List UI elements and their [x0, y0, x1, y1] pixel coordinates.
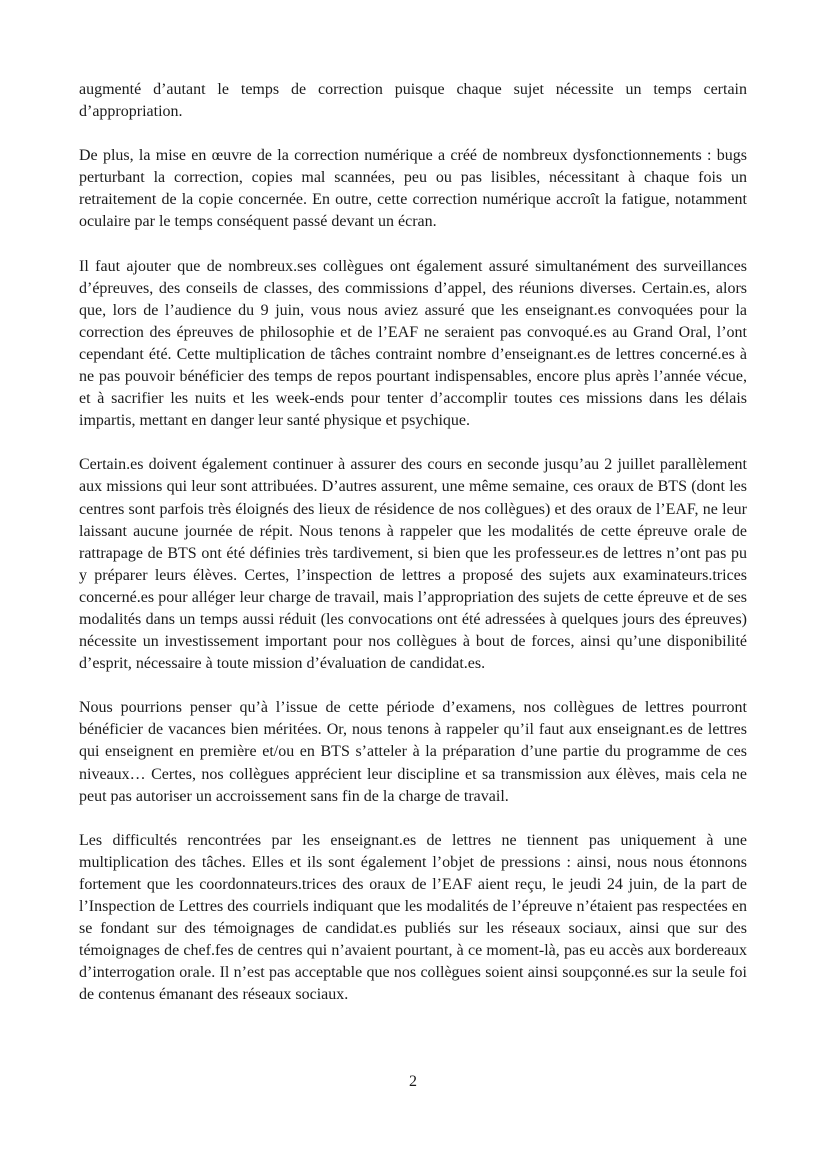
paragraph-6: Les difficultés rencontrées par les enseignant.es de lettres ne tiennent pas uniquement à une multiplication des tâches. Elles et ils sont également l’objet de pressions : ainsi, nous nous étonnons fortement que les coordonnateurs.trices des oraux de l’EAF aient reçu, le jeudi 24 juin, de la part de l’Inspection de Lettres des courriels indiquant que les modalités de l’épreuve n’étaient pas respectées en se fondant sur des témoignages de candidat.es publiés sur les réseaux sociaux, ainsi que sur des témoignages de chef.fes de centres qui n’avaient pourtant, à ce moment-là, pas eu accès aux bordereaux d’interrogation orale. Il n’est pas acceptable que nos collègues soient ainsi soupçonné.es sur la seule foi de contenus émanant des réseaux sociaux. [79, 831, 747, 1004]
page-number: 2 [409, 1073, 417, 1090]
page-body [79, 79, 747, 1028]
paragraph-2: De plus, la mise en œuvre de la correction numérique a créé de nombreux dysfonctionnements : bugs perturbant la correction, copies mal scannées, peu ou pas lisibles, nécessitant à chaque fois un retraitement de la copie concernée. En outre, cette correction numérique accroît la fatigue, notamment oculaire par le temps conséquent passé devant un écran. [79, 147, 747, 231]
paragraph-4: Certain.es doivent également continuer à assurer des cours en seconde jusqu’au 2 juillet parallèlement aux missions qui leur sont attribuées. D’autres assurent, une même semaine, ces oraux de BTS (dont les centres sont parfois très éloignés des lieux de résidence de nos collègues) et des oraux de l’EAF, ne leur laissant aucune journée de répit. Nous tenons à rappeler que les modalités de cette épreuve orale de rattrapage de BTS ont été définies très tardivement, si bien que les professeur.es de lettres n’ont pas pu y préparer leurs élèves. Certes, l’inspection de lettres a proposé des sujets aux examinateurs.trices concerné.es pour alléger leur charge de travail, mais l’appropriation des sujets de cette épreuve et de ses modalités dans un temps aussi réduit (les convocations ont été adressées à quelques jours des épreuves) nécessite un investissement important pour nos collègues à bout de forces, ainsi qu’une disponibilité d’esprit, nécessaire à toute mission d’évaluation de candidat.es. [79, 456, 747, 673]
paragraph-5: Nous pourrions penser qu’à l’issue de cette période d’examens, nos collègues de lettres pourront bénéficier de vacances bien méritées. Or, nous tenons à rappeler qu’il faut aux enseignant.es de lettres qui enseignent en première et/ou en BTS s’atteler à la préparation d’une partie du programme de ces niveaux… Certes, nos collègues apprécient leur discipline et sa transmission aux élèves, mais cela ne peut pas autoriser un accroissement sans fin de la charge de travail. [79, 699, 747, 805]
paragraph-1: augmenté d’autant le temps de correction puisque chaque sujet nécessite un temps certain d’appropriation. [79, 81, 747, 121]
paragraph-3: Il faut ajouter que de nombreux.ses collègues ont également assuré simultanément des surveillances d’épreuves, des conseils de classes, des commissions d’appel, des réunions diverses. Certain.es, alors que, lors de l’audience du 9 juin, vous nous aviez assuré que les enseignant.es convoquées pour la correction des épreuves de philosophie et de l’EAF ne seraient pas convoqué.es au Grand Oral, l’ont cependant été. Cette multiplication de tâches contraint nombre d’enseignant.es de lettres concerné.es à ne pas pouvoir bénéficier des temps de repos pourtant indispensables, encore plus après l’année vécue, et à sacrifier les nuits et les week-ends pour tenter d’accomplir toutes ces missions dans les délais impartis, mettant en danger leur santé physique et psychique. [79, 257, 747, 430]
